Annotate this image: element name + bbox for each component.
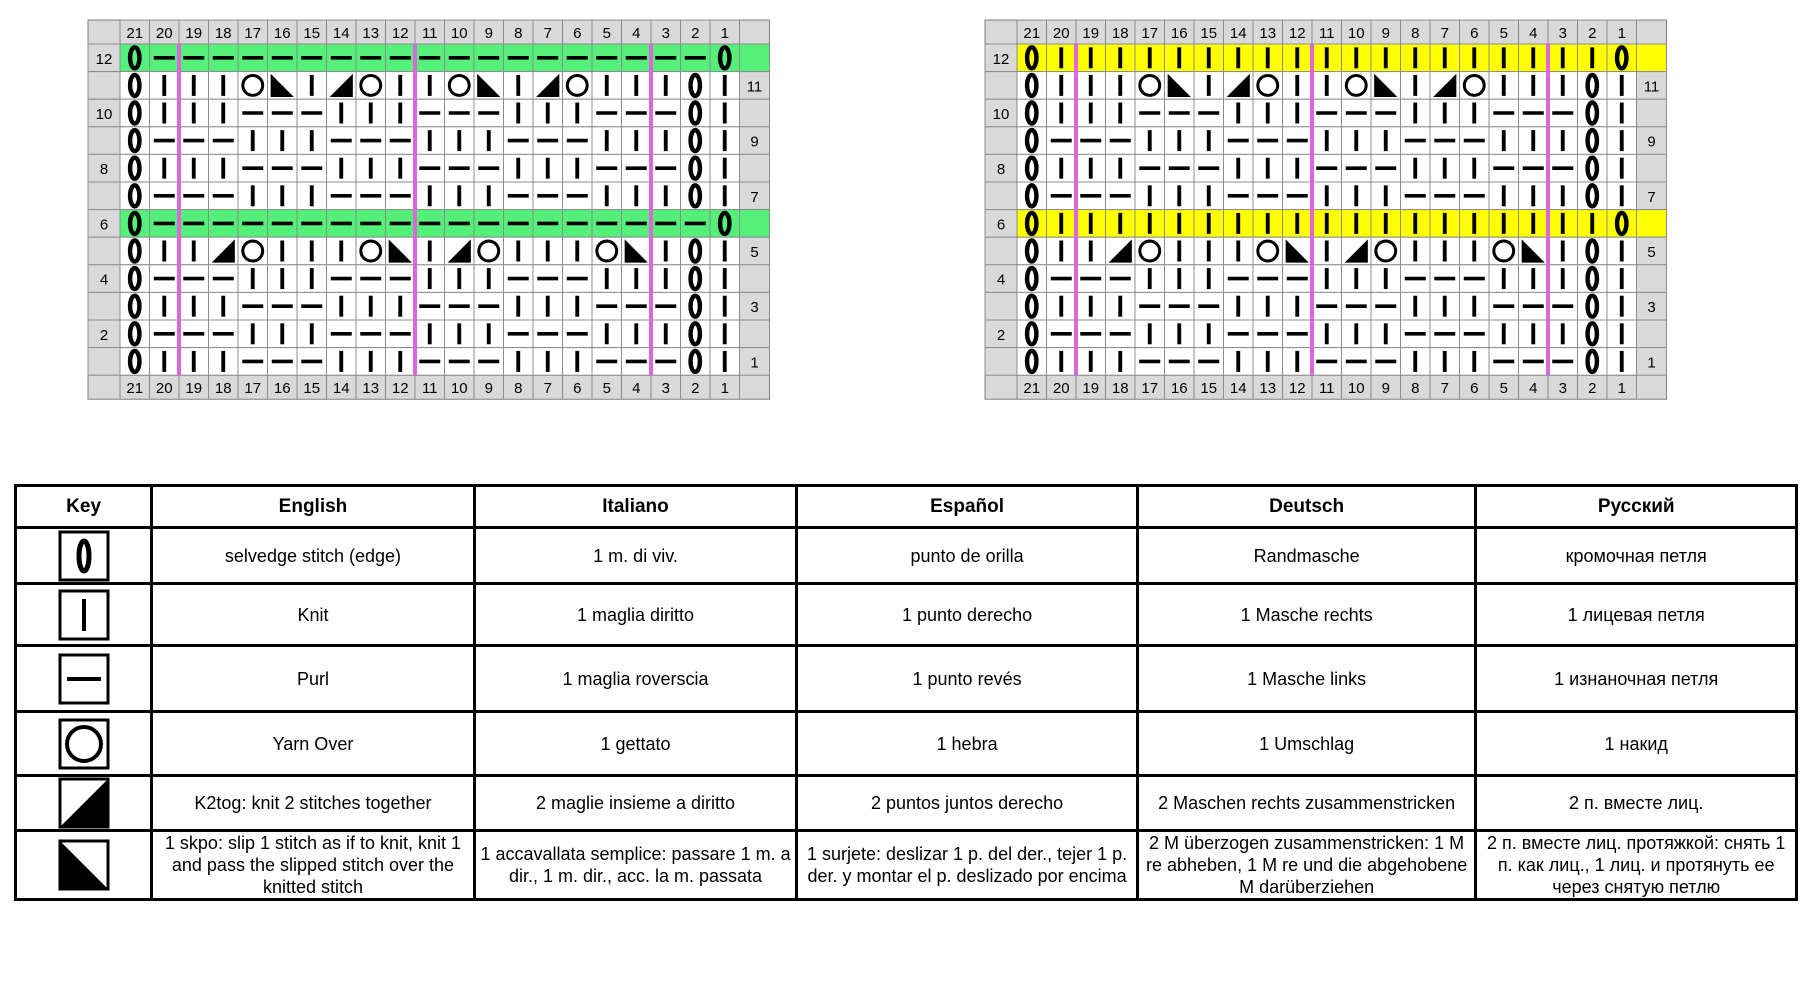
legend-italiano-cell: 1 maglia roverscia <box>474 646 797 712</box>
stitch-symbol <box>1258 75 1278 95</box>
row-number-right: 11 <box>1643 78 1660 96</box>
legend-deutsch-cell: 2 M überzogen zusammenstricken: 1 M re abheben, 1 M re und die abgehobene M darüberziehen <box>1137 831 1476 900</box>
legend-russian-cell: кромочная петля <box>1476 528 1797 584</box>
row-number-right: 7 <box>1647 188 1656 206</box>
column-number-bottom: 14 <box>332 380 350 398</box>
yarn-over-icon <box>597 241 617 261</box>
stitch-symbol <box>243 241 263 261</box>
row-label-cell-left <box>985 348 1017 376</box>
stitch-symbol <box>361 241 381 261</box>
column-number-top: 18 <box>214 25 232 42</box>
row-number-left: 2 <box>99 326 109 344</box>
yarn-over-icon <box>1140 75 1160 95</box>
column-number-bottom: 12 <box>391 380 409 398</box>
row-number-right: 5 <box>1647 244 1656 261</box>
column-number-top: 4 <box>1529 25 1538 42</box>
column-number-top: 10 <box>450 25 468 42</box>
row-label-cell-right <box>740 154 770 182</box>
legend-header-row <box>16 486 1797 528</box>
row-number-left: 12 <box>992 50 1010 68</box>
stitch-symbol <box>1140 75 1160 95</box>
stitch-symbol <box>449 75 469 95</box>
column-number-bottom: 5 <box>602 380 611 398</box>
row-number-left: 8 <box>996 161 1006 179</box>
charts-area <box>0 0 1811 470</box>
column-number-bottom: 1 <box>720 380 729 398</box>
column-number-bottom: 1 <box>1617 380 1626 398</box>
legend-row <box>16 776 1797 831</box>
column-number-top: 12 <box>391 25 409 42</box>
stitch-symbol <box>361 75 381 95</box>
row-label-cell-left <box>88 182 120 210</box>
row-label-cell-right <box>740 320 770 348</box>
legend-row <box>16 584 1797 646</box>
k2tog-icon <box>58 777 110 829</box>
column-number-bottom: 6 <box>573 380 582 398</box>
column-number-top: 20 <box>155 25 173 42</box>
column-number-top: 2 <box>1588 25 1597 42</box>
column-number-top: 6 <box>1470 25 1479 42</box>
yarn-over-icon <box>1140 241 1160 261</box>
yarn-over-icon <box>449 75 469 95</box>
yarn-over-icon <box>567 75 587 95</box>
row-label-cell-left <box>985 237 1017 265</box>
column-number-bottom: 7 <box>1440 380 1449 398</box>
column-number-top: 19 <box>185 25 203 42</box>
row-number-right: 3 <box>1647 299 1656 317</box>
column-number-top: 15 <box>303 25 321 42</box>
legend-espanol-cell: 1 surjete: deslizar 1 p. del der., tejer 1 p. der. y montar el p. deslizado por encima <box>797 831 1138 900</box>
row-number-left: 6 <box>996 216 1006 234</box>
column-number-top: 16 <box>273 25 291 42</box>
column-number-bottom: 18 <box>214 380 232 398</box>
yarn-over-icon <box>1258 241 1278 261</box>
yarn-over-icon <box>1464 75 1484 95</box>
row-number-left: 12 <box>95 50 113 68</box>
row-number-right: 1 <box>750 354 759 372</box>
row-number-left: 8 <box>99 161 109 179</box>
stitch-symbol <box>597 241 617 261</box>
column-number-bottom: 20 <box>155 380 173 398</box>
legend-key-cell <box>16 646 152 712</box>
column-number-bottom: 8 <box>1411 380 1420 398</box>
column-number-top: 5 <box>602 25 611 42</box>
column-number-bottom: 13 <box>362 380 380 398</box>
legend-deutsch-cell: 1 Masche rechts <box>1137 584 1476 646</box>
column-number-top: 8 <box>1411 25 1420 42</box>
column-number-top: 14 <box>332 25 350 42</box>
stitch-symbol <box>479 241 499 261</box>
row-number-right: 9 <box>1647 133 1656 151</box>
column-number-bottom: 11 <box>1318 380 1335 398</box>
column-number-top: 20 <box>1052 25 1070 42</box>
yarn-over-icon <box>243 75 263 95</box>
legend-key-cell <box>16 528 152 584</box>
column-number-bottom: 11 <box>421 380 438 398</box>
column-number-top: 10 <box>1347 25 1365 42</box>
row-number-right: 9 <box>750 133 759 151</box>
row-label-cell-right <box>1637 265 1667 293</box>
column-number-top: 21 <box>126 25 144 42</box>
column-number-top: 1 <box>1617 25 1626 42</box>
column-number-bottom: 8 <box>514 380 523 398</box>
legend-english-cell: Knit <box>152 584 475 646</box>
row-label-cell-left <box>88 72 120 100</box>
row-number-right: 11 <box>746 78 763 96</box>
selvedge-icon <box>58 530 110 582</box>
knitting-chart-yellow <box>897 0 1797 470</box>
column-number-top: 19 <box>1082 25 1100 42</box>
column-number-top: 7 <box>543 25 552 42</box>
row-highlight-extension <box>1637 44 1667 72</box>
legend-russian-cell: 1 накид <box>1476 712 1797 776</box>
legend-deutsch-cell: 1 Umschlag <box>1137 712 1476 776</box>
legend-deutsch-cell: 1 Masche links <box>1137 646 1476 712</box>
column-number-bottom: 17 <box>244 380 262 398</box>
column-number-top: 17 <box>244 25 262 42</box>
column-number-bottom: 14 <box>1229 380 1247 398</box>
column-number-top: 4 <box>632 25 641 42</box>
column-number-bottom: 15 <box>1200 380 1218 398</box>
stitch-symbol <box>1258 241 1278 261</box>
stitch-symbol <box>567 75 587 95</box>
column-number-top: 18 <box>1111 25 1129 42</box>
column-number-bottom: 3 <box>661 380 670 398</box>
legend-deutsch-cell: 2 Maschen rechts zusammenstricken <box>1137 776 1476 831</box>
yarn-over-icon <box>479 241 499 261</box>
column-number-bottom: 3 <box>1558 380 1567 398</box>
row-number-right: 5 <box>750 244 759 261</box>
row-label-cell-right <box>1637 154 1667 182</box>
legend-key-cell <box>16 712 152 776</box>
column-number-top: 13 <box>1259 25 1277 42</box>
legend-espanol-cell: 1 hebra <box>797 712 1138 776</box>
legend-key-cell <box>16 584 152 646</box>
row-number-right: 1 <box>1647 354 1656 372</box>
legend-english-cell: Yarn Over <box>152 712 475 776</box>
column-number-top: 16 <box>1170 25 1188 42</box>
legend-russian-cell: 2 п. вместе лиц. протяжкой: снять 1 п. как лиц., 1 лиц. и протянуть ее через снятую петлю <box>1476 831 1797 900</box>
column-number-top: 12 <box>1288 25 1306 42</box>
row-label-cell-left <box>88 292 120 320</box>
row-number-left: 4 <box>99 271 109 289</box>
column-number-bottom: 2 <box>691 380 700 398</box>
stitch-symbol <box>1376 241 1396 261</box>
row-number-left: 4 <box>996 271 1006 289</box>
legend-key-cell <box>16 776 152 831</box>
header-english: English <box>152 486 475 528</box>
row-label-cell-left <box>985 292 1017 320</box>
row-number-left: 10 <box>95 106 113 123</box>
row-highlight-extension <box>740 210 770 238</box>
stitch-symbol <box>1140 241 1160 261</box>
legend-row <box>16 646 1797 712</box>
stitch-symbol <box>1464 75 1484 95</box>
column-number-bottom: 10 <box>1347 380 1365 398</box>
column-number-bottom: 17 <box>1141 380 1159 398</box>
row-number-left: 2 <box>996 326 1006 344</box>
column-number-bottom: 12 <box>1288 380 1306 398</box>
column-number-top: 14 <box>1229 25 1247 42</box>
column-number-top: 5 <box>1499 25 1508 42</box>
stitch-symbol <box>243 75 263 95</box>
row-label-cell-left <box>985 182 1017 210</box>
header-italiano: Italiano <box>474 486 797 528</box>
row-label-cell-left <box>88 127 120 155</box>
row-label-cell-right <box>740 265 770 293</box>
legend-italiano-cell: 1 accavallata semplice: passare 1 m. a dir., 1 m. dir., acc. la m. passata <box>474 831 797 900</box>
yarn-over-icon <box>1258 75 1278 95</box>
header-deutsch: Deutsch <box>1137 486 1476 528</box>
legend-row <box>16 712 1797 776</box>
column-number-bottom: 10 <box>450 380 468 398</box>
yarn-over-icon <box>1494 241 1514 261</box>
column-number-top: 11 <box>1318 25 1335 42</box>
legend-row <box>16 528 1797 584</box>
yarn-over-icon <box>1376 241 1396 261</box>
row-highlight-extension <box>740 44 770 72</box>
legend-espanol-cell: 2 puntos juntos derecho <box>797 776 1138 831</box>
legend-english-cell: Purl <box>152 646 475 712</box>
legend-table <box>14 484 1798 901</box>
yarn-over-icon <box>1346 75 1366 95</box>
yarn-over-icon <box>58 718 110 770</box>
column-number-bottom: 6 <box>1470 380 1479 398</box>
row-label-cell-right <box>1637 99 1667 127</box>
row-number-right: 3 <box>750 299 759 317</box>
column-number-top: 1 <box>720 25 729 42</box>
column-number-bottom: 20 <box>1052 380 1070 398</box>
legend-espanol-cell: 1 punto revés <box>797 646 1138 712</box>
row-label-cell-left <box>985 72 1017 100</box>
row-number-left: 10 <box>992 106 1010 123</box>
column-number-top: 2 <box>691 25 700 42</box>
column-number-top: 15 <box>1200 25 1218 42</box>
column-number-bottom: 5 <box>1499 380 1508 398</box>
column-number-top: 6 <box>573 25 582 42</box>
column-number-bottom: 15 <box>303 380 321 398</box>
legend-italiano-cell: 1 maglia diritto <box>474 584 797 646</box>
column-number-bottom: 19 <box>1082 380 1100 398</box>
column-number-top: 9 <box>484 25 493 42</box>
knit-icon <box>58 589 110 641</box>
legend-russian-cell: 2 п. вместе лиц. <box>1476 776 1797 831</box>
column-number-bottom: 13 <box>1259 380 1277 398</box>
column-number-top: 9 <box>1381 25 1390 42</box>
legend-espanol-cell: 1 punto derecho <box>797 584 1138 646</box>
legend-deutsch-cell: Randmasche <box>1137 528 1476 584</box>
column-number-bottom: 16 <box>1170 380 1188 398</box>
column-number-top: 3 <box>661 25 670 42</box>
skpo-icon <box>58 839 110 891</box>
column-number-bottom: 18 <box>1111 380 1129 398</box>
row-label-cell-left <box>985 127 1017 155</box>
column-number-bottom: 4 <box>632 380 641 398</box>
legend-english-cell: selvedge stitch (edge) <box>152 528 475 584</box>
column-number-bottom: 7 <box>543 380 552 398</box>
purl-icon <box>58 653 110 705</box>
column-number-top: 3 <box>1558 25 1567 42</box>
column-number-top: 21 <box>1023 25 1041 42</box>
row-number-right: 7 <box>750 188 759 206</box>
row-number-left: 6 <box>99 216 109 234</box>
column-number-bottom: 21 <box>126 380 144 398</box>
column-number-bottom: 19 <box>185 380 203 398</box>
column-number-bottom: 16 <box>273 380 291 398</box>
row-label-cell-left <box>88 348 120 376</box>
legend-key-cell <box>16 831 152 900</box>
header-russian: Русский <box>1476 486 1797 528</box>
header-espanol: Español <box>797 486 1138 528</box>
column-number-bottom: 4 <box>1529 380 1538 398</box>
yarn-over-icon <box>243 241 263 261</box>
legend-italiano-cell: 1 gettato <box>474 712 797 776</box>
column-number-bottom: 2 <box>1588 380 1597 398</box>
column-number-bottom: 9 <box>484 380 493 398</box>
column-number-top: 17 <box>1141 25 1159 42</box>
row-label-cell-right <box>1637 320 1667 348</box>
column-number-top: 8 <box>514 25 523 42</box>
knitting-chart-green <box>0 0 900 470</box>
column-number-bottom: 21 <box>1023 380 1041 398</box>
legend-italiano-cell: 2 maglie insieme a diritto <box>474 776 797 831</box>
column-number-top: 7 <box>1440 25 1449 42</box>
legend-espanol-cell: punto de orilla <box>797 528 1138 584</box>
column-number-top: 11 <box>421 25 438 42</box>
row-label-cell-right <box>740 99 770 127</box>
column-number-top: 13 <box>362 25 380 42</box>
legend-english-cell: 1 skpo: slip 1 stitch as if to knit, knit 1 and pass the slipped stitch over the knitted stitch <box>152 831 475 900</box>
row-highlight-extension <box>1637 210 1667 238</box>
stitch-symbol <box>1494 241 1514 261</box>
header-key: Key <box>16 486 152 528</box>
yarn-over-icon <box>361 241 381 261</box>
yarn-over-icon <box>361 75 381 95</box>
legend-russian-cell: 1 лицевая петля <box>1476 584 1797 646</box>
legend-italiano-cell: 1 m. di viv. <box>474 528 797 584</box>
legend-russian-cell: 1 изнаночная петля <box>1476 646 1797 712</box>
legend-english-cell: K2tog: knit 2 stitches together <box>152 776 475 831</box>
stitch-symbol <box>1346 75 1366 95</box>
legend-row <box>16 831 1797 900</box>
column-number-bottom: 9 <box>1381 380 1390 398</box>
row-label-cell-left <box>88 237 120 265</box>
